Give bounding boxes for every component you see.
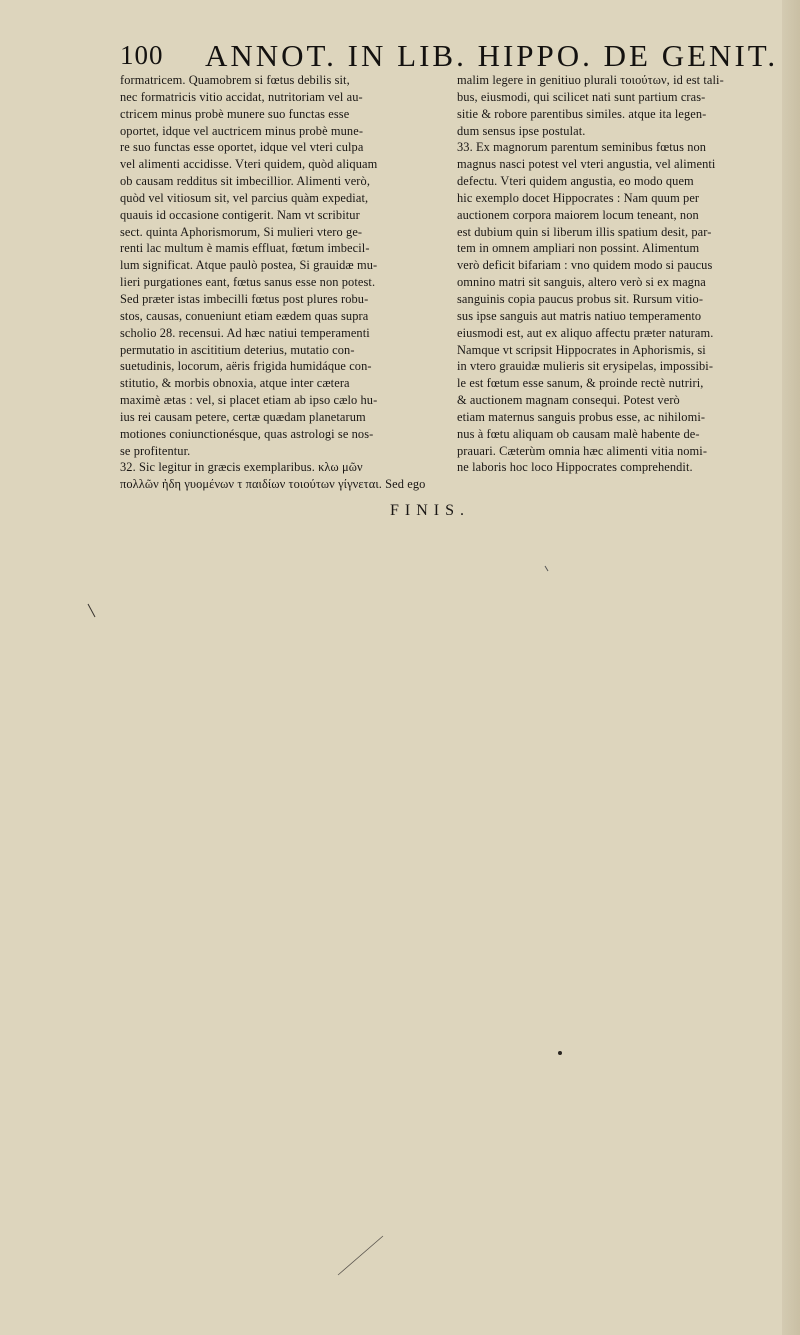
text-line: 32. Sic legitur in græcis exemplaribus. κλω μῶν (120, 460, 363, 475)
finis-colophon: FINIS. (390, 502, 471, 519)
text-line: re suo functas esse oportet, idque vel vteri culpa (120, 140, 364, 155)
text-line: Sed præter istas imbecilli fœtus post plures robu- (120, 291, 369, 306)
text-line: sitie & robore parentibus similes. atque ita legen- (457, 106, 707, 121)
right-text-column (457, 72, 787, 476)
text-line: suetudinis, locorum, aëris frigida humidáque con- (120, 359, 372, 374)
text-line: lieri purgationes eant, fœtus sanus esse non potest. (120, 275, 376, 290)
text-line: se profitentur. (120, 443, 191, 458)
text-line: renti lac multum è mamis effluat, fœtum imbecil- (120, 241, 370, 256)
text-line: verò deficit bifariam : vno quidem modo si paucus (457, 258, 713, 273)
text-line: & auctionem magnam consequi. Potest verò (457, 393, 680, 408)
text-line: est dubium quin si liberum illis spatium desit, par- (457, 224, 712, 239)
text-line: dum sensus ipse postulat. (457, 123, 586, 138)
text-line: Namque vt scripsit Hippocrates in Aphorismis, si (457, 342, 706, 357)
text-line: magnus nasci potest vel vteri angustia, vel alimenti (457, 157, 716, 172)
text-line: eiusmodi est, aut ex aliquo affectu præter naturam. (457, 325, 714, 340)
text-line: sect. quinta Aphorismorum, Si mulieri vtero ge- (120, 224, 363, 239)
text-line: prauari. Cæterùm omnia hæc alimenti vitia nomi- (457, 443, 708, 458)
text-line: etiam maternus sanguis probus esse, ac nihilomi- (457, 409, 706, 424)
stray-mark-left (88, 604, 95, 617)
text-line: ius rei causam petere, certæ quædam planetarum (120, 409, 366, 424)
running-title: ANNOT. IN LIB. HIPPO. DE GENIT. (205, 38, 779, 73)
text-line: in vtero grauidæ mulieris sit erysipelas, impossibi- (457, 359, 714, 374)
text-line: lum significat. Atque paulò postea, Si grauidæ mu- (120, 258, 378, 273)
text-line: nus à fœtu aliquam ob causam malè habente de- (457, 426, 700, 441)
left-text-column (120, 72, 450, 493)
text-line: 33. Ex magnorum parentum seminibus fœtus non (457, 140, 707, 155)
stray-mark-top (545, 566, 548, 571)
text-line: ne laboris hoc loco Hippocrates comprehendit. (457, 460, 693, 475)
text-line: vel alimenti accidisse. Vteri quidem, quòd aliquam (120, 157, 378, 172)
text-line: malim legere in genitiuo plurali τοιούτων, id est tali- (457, 73, 724, 87)
text-line: tem in omnem ampliari non possint. Alimentum (457, 241, 700, 256)
text-line: defectu. Vteri quidem angustia, eo modo quem (457, 174, 694, 189)
text-line: stos, causas, conueniunt etiam eædem quas supra (120, 308, 369, 323)
text-line: oportet, idque vel auctricem minus probè mune- (120, 123, 364, 138)
text-line: auctionem corpora maiorem locum teneant, non (457, 207, 699, 222)
text-line: quauis id occasione contigerit. Nam vt scribitur (120, 207, 360, 222)
text-line: nec formatricis vitio accidat, nutritoriam vel au- (120, 89, 363, 104)
text-line: le est fœtum esse sanum, & proinde rectè nutriri, (457, 376, 704, 391)
text-line: sanguinis copia paucus probus sit. Rursum vitio- (457, 291, 704, 306)
ink-dot (558, 1051, 562, 1055)
text-line: hic exemplo docet Hippocrates : Nam quum per (457, 190, 700, 205)
text-line: ob causam redditus sit imbecillior. Alimenti verò, (120, 174, 371, 189)
text-line: quòd vel vitiosum sit, vel parcius quàm expediat, (120, 190, 369, 205)
text-line: bus, eiusmodi, qui scilicet nati sunt partium cras- (457, 89, 706, 104)
text-line: formatricem. Quamobrem si fœtus debilis sit, (120, 73, 350, 87)
text-line: πολλῶν ἠδη γυομένων τ παιδίων τοιούτων γίγνεται. Sed ego (120, 477, 426, 492)
text-line: motiones coniunctionésque, quas astrologi se nos- (120, 426, 374, 441)
text-line: maximè ætas : vel, si placet etiam ab ipso cælo hu- (120, 393, 378, 408)
text-line: scholio 28. recensui. Ad hæc natiui temperamenti (120, 325, 370, 340)
text-line: omnino matri sit sanguis, altero verò si ex magna (457, 275, 706, 290)
text-line: stitutio, & morbis obnoxia, atque inter cætera (120, 376, 350, 391)
text-line: sus ipse sanguis aut matris natiuo temperamento (457, 308, 702, 323)
text-line: permutatio in ascititium deterius, mutatio con- (120, 342, 355, 357)
text-line: ctricem minus probè munere suo functas esse (120, 106, 350, 121)
stray-stroke-bottom (338, 1236, 383, 1275)
page-number: 100 (120, 40, 164, 70)
